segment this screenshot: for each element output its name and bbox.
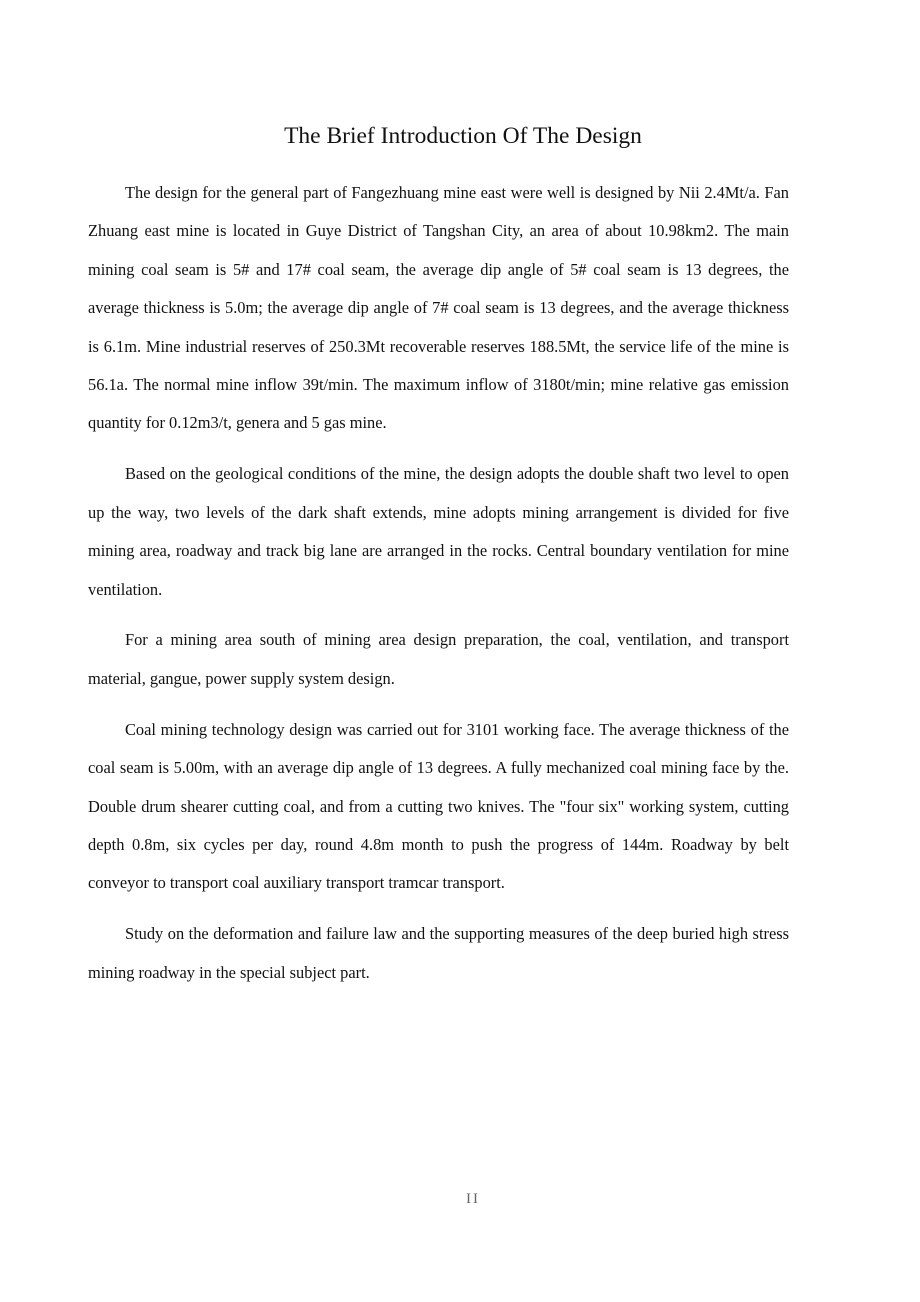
paragraph-5: Study on the deformation and failure law and the supporting measures of the deep buried high stress mining roadway in the special subject part. (88, 924, 789, 982)
page-number: II (466, 1191, 480, 1207)
paragraph-1: The design for the general part of Fangezhuang mine east were well is designed by Nii 2.4Mt/a. Fan Zhuang east mine is located in Guye District of Tangshan City, an area of about 10.98km2. The main mining coal seam is 5# and 17# coal seam, the average dip angle of 5# coal seam is 13 degrees, the average thickness is 5.0m; the average dip angle of 7# coal seam is 13 degrees, and the average thickness is 6.1m. Mine industrial reserves of 250.3Mt recoverable reserves 188.5Mt, the service life of the mine is 56.1a. The normal mine inflow 39t/min. The maximum inflow of 3180t/min; mine relative gas emission quantity for 0.12m3/t, genera and 5 gas mine. (88, 183, 789, 433)
body-text (88, 174, 789, 1005)
paragraph-4: Coal mining technology design was carried out for 3101 working face. The average thickness of the coal seam is 5.00m, with an average dip angle of 13 degrees. A fully mechanized coal mining face by the. Double drum shearer cutting coal, and from a cutting two knives. The "four six" working system, cutting depth 0.8m, six cycles per day, round 4.8m month to push the progress of 144m. Roadway by belt conveyor to transport coal auxiliary transport tramcar transport. (88, 719, 789, 893)
page-title: The Brief Introduction Of The Design (284, 123, 642, 149)
paragraph-2: Based on the geological conditions of the mine, the design adopts the double shaft two level to open up the way, two levels of the dark shaft extends, mine adopts mining arrangement is divided for five mining area, roadway and track big lane are arranged in the rocks. Central boundary ventilation for mine ventilation. (88, 464, 789, 599)
paragraph-3: For a mining area south of mining area design preparation, the coal, ventilation, and transport material, gangue, power supply system design. (88, 630, 789, 688)
